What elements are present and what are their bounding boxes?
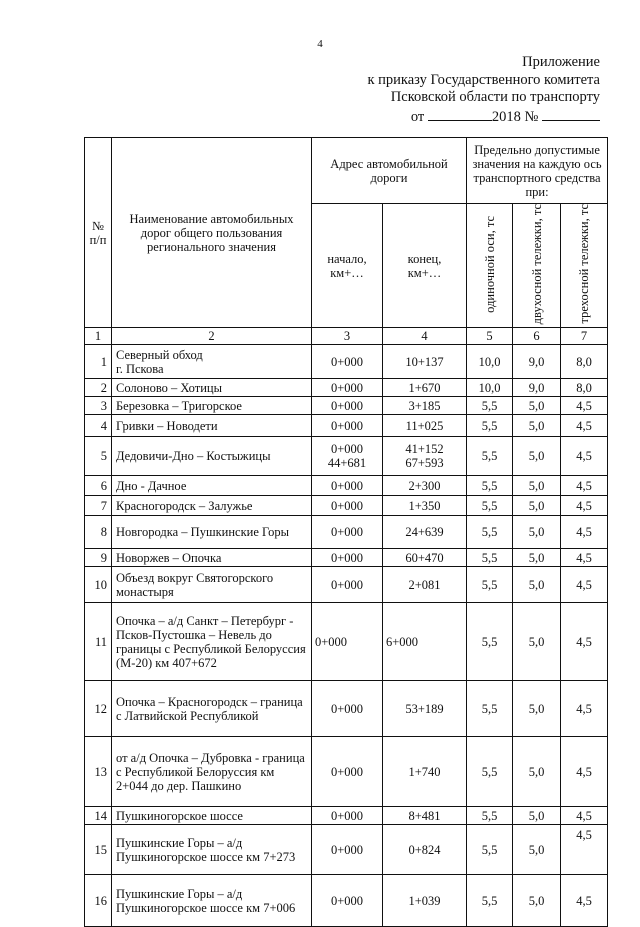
- triple-axle-value: 4,5: [561, 825, 608, 875]
- column-number: 3: [312, 328, 383, 345]
- single-axle-value: 5,5: [467, 567, 513, 603]
- column-number: 1: [85, 328, 112, 345]
- road-name: Новгородка – Пушкинские Горы: [112, 516, 312, 549]
- double-axle-value: 5,0: [513, 397, 561, 415]
- appendix-line-committee: Псковской области по транспорту: [390, 89, 600, 105]
- road-name: Пушкинские Горы – а/д Пушкиногорское шоссе км 7+006: [112, 875, 312, 927]
- table-row: [85, 567, 608, 603]
- double-axle-value: 5,0: [513, 603, 561, 681]
- triple-axle-value: 8,0: [561, 379, 608, 397]
- road-end: 1+740: [383, 737, 467, 807]
- table-row: [85, 397, 608, 415]
- road-start: 0+000: [312, 379, 383, 397]
- road-name: Опочка – Красногородск – граница с Латвийской Республикой: [112, 681, 312, 737]
- double-axle-value: 5,0: [513, 496, 561, 516]
- road-end: 1+350: [383, 496, 467, 516]
- date-year: 2018 №: [491, 108, 539, 125]
- road-start: 0+000: [312, 825, 383, 875]
- road-start: 0+000: [312, 397, 383, 415]
- single-axle-value: 5,5: [467, 681, 513, 737]
- triple-axle-value: 4,5: [561, 603, 608, 681]
- triple-axle-value: 4,5: [561, 567, 608, 603]
- road-name: Дедовичи-Дно – Костыжицы: [112, 437, 312, 476]
- triple-axle-value: 4,5: [561, 415, 608, 437]
- road-start: 0+000: [312, 681, 383, 737]
- header-double-axle: двухосной тележки, тс: [513, 204, 561, 328]
- single-axle-value: 10,0: [467, 379, 513, 397]
- triple-axle-value: 4,5: [561, 681, 608, 737]
- road-end: 6+000: [383, 603, 467, 681]
- table-row: [85, 603, 608, 681]
- table-row: [85, 737, 608, 807]
- header-name: Наименование автомобильных дорог общего пользования регионального значения: [112, 138, 312, 328]
- road-end: 11+025: [383, 415, 467, 437]
- road-name: Опочка – а/д Санкт – Петербург - Псков-Пустошка – Невель до границы с Республикой Белоруссия (М-20) км 407+672: [112, 603, 312, 681]
- header-load: Предельно допустимые значения на каждую ось транспортного средства при:: [467, 138, 608, 204]
- row-number: 2: [85, 379, 112, 397]
- header-end: конец, км+…: [383, 204, 467, 328]
- triple-axle-value: 4,5: [561, 549, 608, 567]
- single-axle-value: 5,5: [467, 603, 513, 681]
- table-row: [85, 345, 608, 379]
- road-start: 0+000: [312, 415, 383, 437]
- road-name: Новоржев – Опочка: [112, 549, 312, 567]
- road-end: 8+481: [383, 807, 467, 825]
- road-end: 0+824: [383, 825, 467, 875]
- road-start: 0+000: [312, 516, 383, 549]
- road-start: 0+000: [312, 476, 383, 496]
- double-axle-value: 5,0: [513, 567, 561, 603]
- road-start: 0+000: [312, 875, 383, 927]
- row-number: 6: [85, 476, 112, 496]
- table-row: [85, 415, 608, 437]
- single-axle-value: 5,5: [467, 496, 513, 516]
- single-axle-value: 5,5: [467, 415, 513, 437]
- road-name: от а/д Опочка – Дубровка - граница с Республикой Белоруссия км 2+044 до дер. Пашкино: [112, 737, 312, 807]
- row-number: 15: [85, 825, 112, 875]
- single-axle-value: 5,5: [467, 437, 513, 476]
- table-row: [85, 437, 608, 476]
- row-number: 16: [85, 875, 112, 927]
- row-number: 9: [85, 549, 112, 567]
- column-number: 7: [561, 328, 608, 345]
- appendix-line-order: к приказу Государственного комитета: [367, 71, 600, 88]
- triple-axle-value: 4,5: [561, 437, 608, 476]
- road-start: 0+000: [312, 567, 383, 603]
- road-end: 2+081: [383, 567, 467, 603]
- single-axle-value: 10,0: [467, 345, 513, 379]
- row-number: 8: [85, 516, 112, 549]
- double-axle-value: 5,0: [513, 825, 561, 875]
- table-row: [85, 476, 608, 496]
- row-number: 13: [85, 737, 112, 807]
- road-start: 0+000: [312, 603, 383, 681]
- triple-axle-value: 4,5: [561, 807, 608, 825]
- row-number: 12: [85, 681, 112, 737]
- road-start: 0+000: [312, 807, 383, 825]
- triple-axle-value: 4,5: [561, 496, 608, 516]
- road-name: Березовка – Тригорское: [112, 397, 312, 415]
- triple-axle-value: 4,5: [561, 397, 608, 415]
- table-row: [85, 807, 608, 825]
- row-number: 10: [85, 567, 112, 603]
- row-number: 1: [85, 345, 112, 379]
- table-row: [85, 825, 608, 875]
- road-end: 60+470: [383, 549, 467, 567]
- header-num: № п/п: [85, 138, 112, 328]
- road-start: 0+000: [312, 549, 383, 567]
- double-axle-value: 5,0: [513, 737, 561, 807]
- appendix-title: Приложение: [522, 54, 600, 70]
- road-start: 0+000 44+681: [312, 437, 383, 476]
- table-row: [85, 875, 608, 927]
- appendix-header: [367, 54, 600, 126]
- double-axle-value: 5,0: [513, 476, 561, 496]
- road-end: 53+189: [383, 681, 467, 737]
- road-name: Дно - Дачное: [112, 476, 312, 496]
- header-triple-axle: трехосной тележки, тс: [561, 204, 608, 328]
- row-number: 5: [85, 437, 112, 476]
- row-number: 7: [85, 496, 112, 516]
- road-end: 1+039: [383, 875, 467, 927]
- road-end: 1+670: [383, 379, 467, 397]
- row-number: 14: [85, 807, 112, 825]
- single-axle-value: 5,5: [467, 807, 513, 825]
- table-row: [85, 496, 608, 516]
- row-number: 3: [85, 397, 112, 415]
- column-numbers-row: [85, 328, 608, 345]
- single-axle-value: 5,5: [467, 825, 513, 875]
- table-row: [85, 379, 608, 397]
- road-name: Красногородск – Залужье: [112, 496, 312, 516]
- triple-axle-value: 8,0: [561, 345, 608, 379]
- road-name: Объезд вокруг Святогорского монастыря: [112, 567, 312, 603]
- road-name: Пушкинские Горы – а/д Пушкиногорское шоссе км 7+273: [112, 825, 312, 875]
- road-start: 0+000: [312, 345, 383, 379]
- single-axle-value: 5,5: [467, 397, 513, 415]
- row-number: 11: [85, 603, 112, 681]
- table-row: [85, 681, 608, 737]
- double-axle-value: 5,0: [513, 875, 561, 927]
- road-end: 3+185: [383, 397, 467, 415]
- page-number: 4: [317, 38, 323, 50]
- single-axle-value: 5,5: [467, 737, 513, 807]
- road-end: 2+300: [383, 476, 467, 496]
- date-prefix: от: [410, 108, 425, 125]
- date-blank: [428, 107, 492, 121]
- double-axle-value: 9,0: [513, 345, 561, 379]
- single-axle-value: 5,5: [467, 549, 513, 567]
- triple-axle-value: 4,5: [561, 737, 608, 807]
- road-end: 41+152 67+593: [383, 437, 467, 476]
- single-axle-value: 5,5: [467, 476, 513, 496]
- triple-axle-value: 4,5: [561, 516, 608, 549]
- road-name: Пушкиногорское шоссе: [112, 807, 312, 825]
- column-number: 5: [467, 328, 513, 345]
- appendix-date-line: [367, 107, 600, 127]
- header-address: Адрес автомобильной дороги: [312, 138, 467, 204]
- header-start: начало, км+…: [312, 204, 383, 328]
- table-row: [85, 549, 608, 567]
- roads-table: [84, 137, 608, 927]
- double-axle-value: 5,0: [513, 437, 561, 476]
- double-axle-value: 5,0: [513, 516, 561, 549]
- column-number: 6: [513, 328, 561, 345]
- road-name: Гривки – Новодети: [112, 415, 312, 437]
- double-axle-value: 5,0: [513, 549, 561, 567]
- road-name: Северный обход г. Пскова: [112, 345, 312, 379]
- road-start: 0+000: [312, 737, 383, 807]
- road-end: 24+639: [383, 516, 467, 549]
- double-axle-value: 5,0: [513, 415, 561, 437]
- column-number: 2: [112, 328, 312, 345]
- header-single-axle: одиночной оси, тс: [467, 204, 513, 328]
- double-axle-value: 5,0: [513, 807, 561, 825]
- triple-axle-value: 4,5: [561, 476, 608, 496]
- row-number: 4: [85, 415, 112, 437]
- number-blank: [542, 107, 600, 121]
- road-end: 10+137: [383, 345, 467, 379]
- column-number: 4: [383, 328, 467, 345]
- single-axle-value: 5,5: [467, 516, 513, 549]
- double-axle-value: 9,0: [513, 379, 561, 397]
- double-axle-value: 5,0: [513, 681, 561, 737]
- triple-axle-value: 4,5: [561, 875, 608, 927]
- road-name: Солоново – Хотицы: [112, 379, 312, 397]
- single-axle-value: 5,5: [467, 875, 513, 927]
- table-row: [85, 516, 608, 549]
- road-start: 0+000: [312, 496, 383, 516]
